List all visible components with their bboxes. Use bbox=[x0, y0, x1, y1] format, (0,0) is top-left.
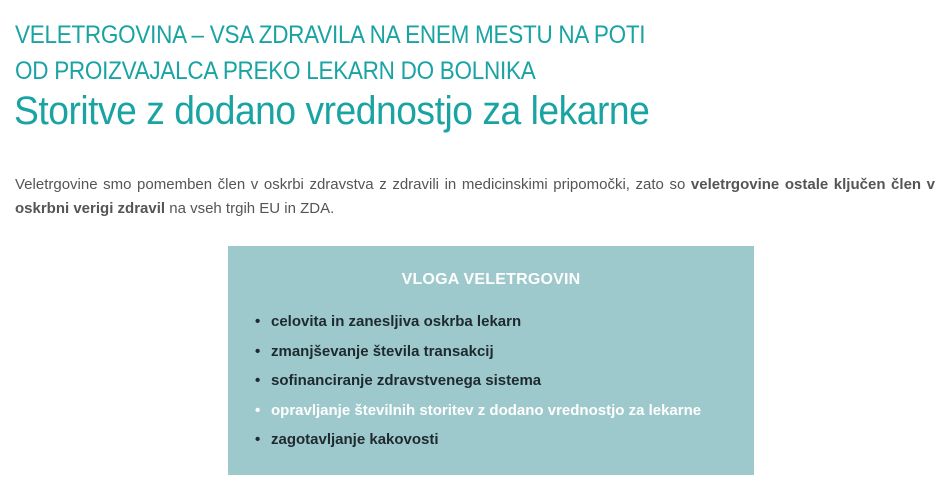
list-item-label: celovita in zanesljiva oskrba lekarn bbox=[271, 313, 522, 330]
list-item-highlighted bbox=[255, 399, 701, 429]
page-title: Storitve z dodano vrednostjo za lekarne bbox=[14, 89, 650, 133]
list-item-label: zmanjševanje števila transakcij bbox=[271, 342, 494, 360]
bullet-icon: • bbox=[255, 401, 261, 419]
bullet-icon: • bbox=[255, 372, 261, 390]
bullet-icon: • bbox=[255, 342, 261, 360]
bullet-icon: • bbox=[255, 431, 261, 449]
list-item bbox=[255, 369, 701, 399]
list-item-label: sofinanciranje zdravstvenega sistema bbox=[271, 372, 542, 390]
intro-text-bold: veletrgovine ostale ključen člen v oskrbni verigi zdravil bbox=[15, 176, 935, 217]
kicker-line-1: VELETRGOVINA – VSA ZDRAVILA NA ENEM MESTU NA POTI bbox=[15, 21, 646, 49]
bullet-icon: • bbox=[255, 313, 261, 330]
list-item bbox=[255, 340, 701, 370]
roles-list bbox=[255, 310, 701, 458]
intro-paragraph bbox=[15, 173, 935, 221]
intro-text-after: na vseh trgih EU in ZDA. bbox=[165, 200, 335, 217]
roles-box-title: VLOGA VELETRGOVIN bbox=[401, 271, 581, 288]
list-item-label: zagotavljanje kakovosti bbox=[271, 431, 439, 449]
list-item bbox=[255, 428, 701, 458]
list-item bbox=[255, 310, 701, 340]
list-item-label: opravljanje številnih storitev z dodano vrednostjo za lekarne bbox=[271, 401, 702, 419]
kicker-line-2: OD PROIZVAJALCA PREKO LEKARN DO BOLNIKA bbox=[15, 57, 536, 85]
roles-box bbox=[228, 246, 754, 475]
intro-text-before: Veletrgovine smo pomemben člen v oskrbi zdravstva z zdravili in medicinskimi pripomočki, zato so bbox=[15, 176, 691, 193]
